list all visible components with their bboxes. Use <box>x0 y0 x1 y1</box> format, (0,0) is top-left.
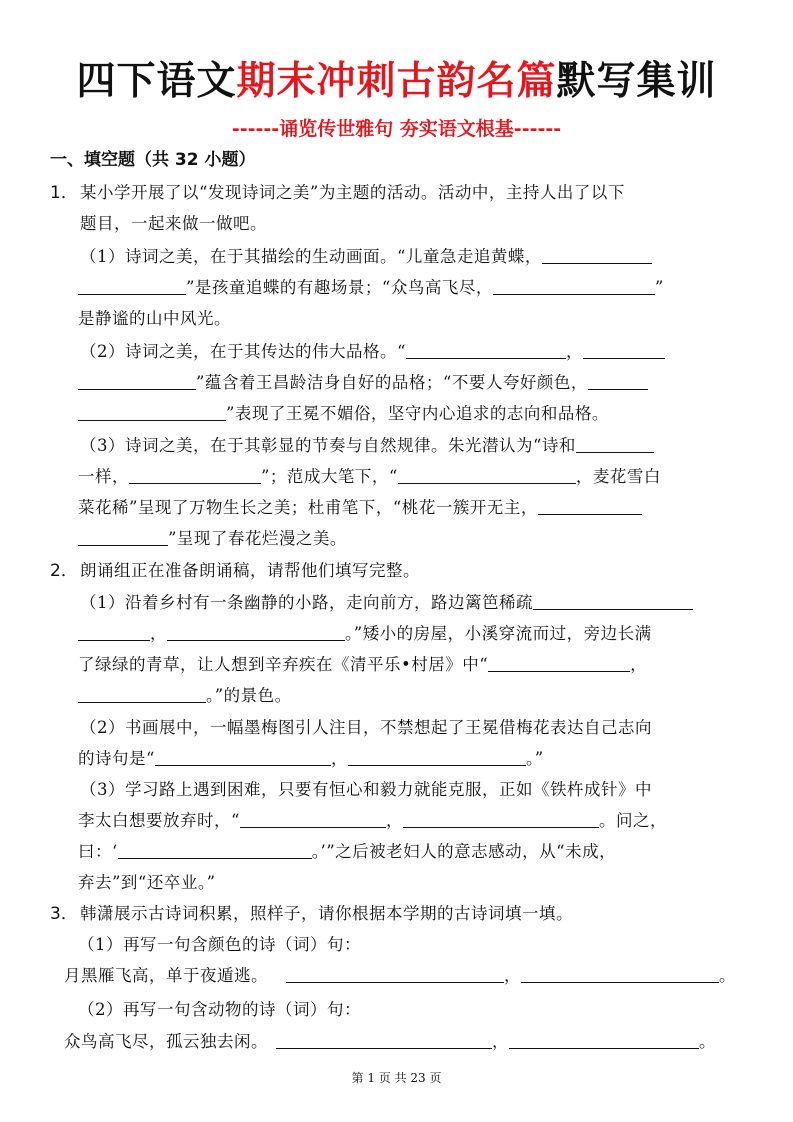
q2-sub1-text-e: ， <box>630 655 648 674</box>
question-1-number: 1． <box>50 183 78 203</box>
answer-blank[interactable] <box>348 747 526 766</box>
answer-blank[interactable] <box>533 591 693 610</box>
q1-sub3-line-1 <box>80 431 654 461</box>
section-heading: 一、填空题（共 32 小题） <box>50 150 256 170</box>
answer-blank[interactable] <box>276 1030 492 1049</box>
q1-sub2-text-b: ， <box>565 342 583 361</box>
q2-sub3-text-d: 。问之， <box>598 811 667 830</box>
question-3-stem: 韩潇展示古诗词积累，照样子，请你根据本学期的古诗词填一填。 <box>80 904 573 923</box>
answer-blank[interactable] <box>588 371 648 390</box>
q1-sub3-line-2 <box>78 462 661 492</box>
q1-sub1-line-2 <box>78 273 664 303</box>
q3-sub1-example: 月黑雁飞高，单于夜遁逃。 <box>64 966 268 985</box>
title-part-3: 默写集训 <box>556 59 717 104</box>
answer-blank[interactable] <box>583 340 665 359</box>
answer-blank[interactable] <box>493 276 655 295</box>
q1-sub3-text-f: ”呈现了春花烂漫之美。 <box>168 529 347 548</box>
answer-blank[interactable] <box>521 964 719 983</box>
q2-sub3-line-3 <box>78 837 616 867</box>
answer-blank[interactable] <box>509 1030 699 1049</box>
answer-blank[interactable] <box>538 496 642 515</box>
answer-blank[interactable] <box>78 527 168 546</box>
answer-blank[interactable] <box>406 340 566 359</box>
answer-blank[interactable] <box>78 402 226 421</box>
q3-sub2-example-line <box>64 1027 716 1057</box>
question-1-stem-line-2: 题目，一起来做一做吧。 <box>80 214 267 233</box>
q2-sub3-text-f: 。’”之后被老妇人的意志感动，从“未成， <box>311 842 617 861</box>
q2-sub2-text-c: ， <box>330 749 348 768</box>
answer-blank[interactable] <box>286 964 504 983</box>
q2-sub1-text-c: 。”矮小的房屋，小溪穿流而过，旁边长满 <box>345 624 652 643</box>
answer-blank[interactable] <box>78 684 206 703</box>
q1-sub3-text-c: ”；范成大笔下，“ <box>261 467 398 486</box>
q1-sub1-text-b: ”是孩童追蝶的有趣场景；“众鸟高飞尽， <box>186 278 493 297</box>
q2-sub2-line-2 <box>78 744 544 774</box>
q2-sub2-text-b: 的诗句是“ <box>78 749 155 768</box>
q2-sub1-line-1 <box>80 588 693 618</box>
q1-sub1-line-1 <box>80 242 652 272</box>
q3-sub1-prompt: （1）再写一句含颜色的诗（词）句： <box>78 935 361 954</box>
page-title <box>0 56 793 108</box>
answer-blank[interactable] <box>542 245 652 264</box>
answer-blank[interactable] <box>398 465 576 484</box>
q2-sub3-line-2 <box>78 806 667 836</box>
q1-sub2-text-a: （2）诗词之美，在于其传达的伟大品格。“ <box>80 342 406 361</box>
question-2-number: 2． <box>50 561 78 581</box>
q1-sub1-text-c: ” <box>654 278 664 297</box>
q2-sub3-line-4: 弃去”到“还卒业。” <box>78 873 216 892</box>
q1-sub1-line-3: 是静谧的山中风光。 <box>78 309 231 328</box>
q1-sub3-text-a: （3）诗词之美，在于其彰显的节奏与自然规律。朱光潜认为“诗和 <box>80 436 576 455</box>
question-1-stem-line-1: 某小学开展了以“发现诗词之美”为主题的活动。活动中，主持人出了以下 <box>80 183 625 202</box>
q2-sub1-line-2 <box>78 619 652 649</box>
q2-sub1-text-b: ， <box>150 624 167 643</box>
q2-sub1-line-4 <box>78 681 292 711</box>
answer-blank[interactable] <box>167 622 345 641</box>
q2-sub3-text-b: 李太白想要放弃时，“ <box>78 811 240 830</box>
q1-sub2-line-1 <box>80 337 665 367</box>
q3-sub1-comma: ， <box>504 966 521 985</box>
page-number-footer: 第 1 页 共 23 页 <box>351 1071 442 1085</box>
q2-sub3-text-c: ， <box>385 811 403 830</box>
question-3-number: 3． <box>50 904 78 924</box>
q2-sub2-line-1: （2）书画展中，一幅墨梅图引人注目，不禁想起了王冕借梅花表达自己志向 <box>80 718 652 737</box>
answer-blank[interactable] <box>78 622 150 641</box>
q3-sub2-period: 。 <box>699 1032 716 1051</box>
page-subtitle: ------诵览传世雅句 夯实语文根基------ <box>231 118 562 140</box>
title-part-1: 四下语文 <box>76 59 237 104</box>
q1-sub2-line-3 <box>78 399 609 429</box>
q2-sub1-text-a: （1）沿着乡村有一条幽静的小路，走向前方，路边篱笆稀疏 <box>80 593 533 612</box>
q3-sub2-prompt: （2）再写一句含动物的诗（词）句： <box>78 1000 361 1019</box>
answer-blank[interactable] <box>576 434 654 453</box>
q3-sub1-example-line <box>64 961 736 991</box>
q1-sub3-line-4 <box>78 524 347 554</box>
answer-blank[interactable] <box>403 809 599 828</box>
q1-sub3-line-3 <box>78 493 642 523</box>
q3-sub2-comma: ， <box>492 1032 509 1051</box>
q2-sub1-line-3 <box>78 650 647 680</box>
q3-sub2-example: 众鸟高飞尽，孤云独去闲。 <box>64 1032 268 1051</box>
q1-sub3-text-e: 菜花稀”呈现了万物生长之美；杜甫笔下，“桃花一簇开无主， <box>78 498 538 517</box>
answer-blank[interactable] <box>118 840 312 859</box>
answer-blank[interactable] <box>488 653 630 672</box>
answer-blank[interactable] <box>129 465 261 484</box>
answer-blank[interactable] <box>78 371 196 390</box>
q1-sub2-text-d: ”表现了王冕不媚俗，坚守内心追求的志向和品格。 <box>226 404 609 423</box>
answer-blank[interactable] <box>240 809 386 828</box>
q1-sub2-text-c: ”蕴含着王昌龄洁身自好的品格；“不要人夸好颜色， <box>196 373 588 392</box>
q2-sub3-line-1: （3）学习路上遇到困难，只要有恒心和毅力就能克服，正如《铁杵成针》中 <box>80 780 652 799</box>
q2-sub3-text-e: 曰：‘ <box>78 842 118 861</box>
q1-sub2-line-2 <box>78 368 648 398</box>
q1-sub1-text-a: （1）诗词之美，在于其描绘的生动画面。“儿童急走追黄蝶， <box>80 247 542 266</box>
answer-blank[interactable] <box>78 276 186 295</box>
q2-sub1-text-d: 了绿绿的青草，让人想到辛弃疾在《清平乐•村居》中“ <box>78 655 489 674</box>
question-2-stem: 朗诵组正在准备朗诵稿，请帮他们填写完整。 <box>80 561 420 580</box>
q3-sub1-period: 。 <box>719 966 736 985</box>
q1-sub3-text-d: ，麦花雪白 <box>575 467 661 486</box>
title-part-2: 期末冲刺古韵名篇 <box>236 59 557 104</box>
q2-sub1-text-f: 。”的景色。 <box>206 686 292 705</box>
answer-blank[interactable] <box>155 747 331 766</box>
q1-sub3-text-b: 一样， <box>78 467 129 486</box>
q2-sub2-text-d: 。” <box>525 749 544 768</box>
